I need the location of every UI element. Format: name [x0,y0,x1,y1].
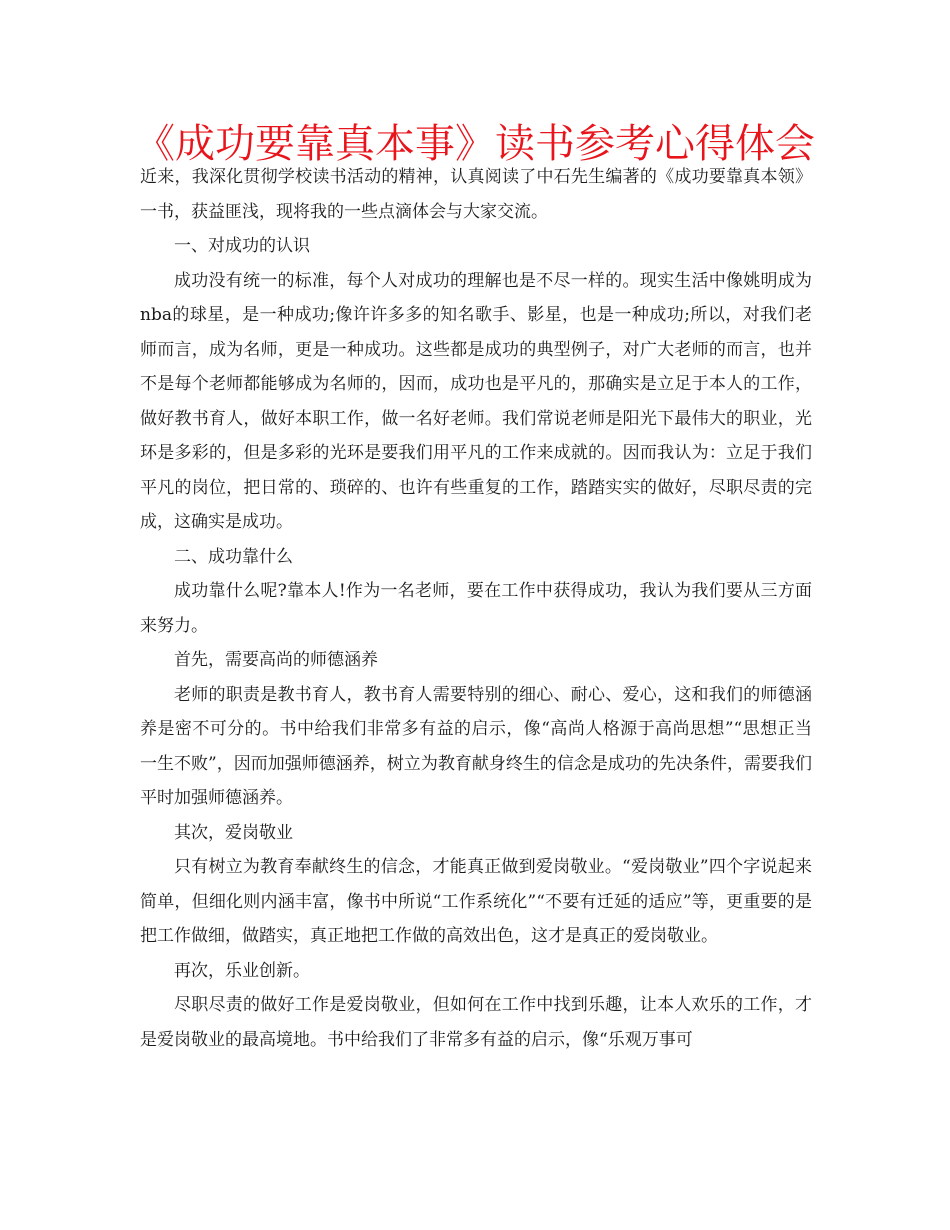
section-heading-2: 二、成功靠什么 [174,546,293,567]
document-title: 《成功要靠真本事》读书参考心得体会 [135,121,815,167]
paragraph-innovation: 尽职尽责的做好工作是爱岗敬业，但如何在工作中找到乐趣，让本人欢乐的工作，才是爱岗敬业的最高境地。书中给我们了非常多有益的启示，像“乐观万事可 [140,995,812,1050]
paragraph-intro: 近来，我深化贯彻学校读书活动的精神，认真阅读了中石先生编著的《成功要靠真本领》一书，获益匪浅，现将我的一些点滴体会与大家交流。 [140,167,812,222]
paragraph-success-definition: 成功没有统一的标准，每个人对成功的理解也是不尽一样的。现实生活中像姚明成为nba的球星，是一种成功;像许许多多的知名歌手、影星，也是一种成功;所以，对我们老师而言，成为名师，更是一种成功。这些都是成功的典型例子，对广大老师的而言，也并不是每个老师都能够成为名师的，因而，成功也是平凡的，那确实是立足于本人的工作，做好教书育人，做好本职工作，做一名好老师。我们常说老师是阳光下最伟大的职业，光环是多彩的，但是多彩的光环是要我们用平凡的工作来成就的。因而我认为：立足于我们平凡的岗位，把日常的、琐碎的、也许有些重复的工作，踏踏实实的做好，尽职尽责的完成，这确实是成功。 [140,270,812,532]
paragraph-success-depends: 成功靠什么呢?靠本人!作为一名老师，要在工作中获得成功，我认为我们要从三方面来努力。 [140,581,812,636]
paragraph-dedication: 只有树立为教育奉献终生的信念，才能真正做到爱岗敬业。“爱岗敬业”四个字说起来简单，但细化则内涵丰富，像书中所说“工作系统化”“不要有迁延的适应”等，更重要的是把工作做细，做踏实，真正地把工作做的高效出色，这才是真正的爱岗敬业。 [140,857,812,946]
section-heading-1: 一、对成功的认识 [174,236,310,256]
subheading-second: 其次，爱岗敬业 [174,822,293,843]
document-body [140,160,812,1057]
paragraph-teacher-ethics: 老师的职责是教书育人，教书育人需要特别的细心、耐心、爱心，这和我们的师德涵养是密不可分的。书中给我们非常多有益的启示，像“高尚人格源于高尚思想”“思想正当一生不败”，因而加强师德涵养，树立为教育献身终生的信念是成功的先决条件，需要我们平时加强师德涵养。 [140,684,812,808]
subheading-third: 再次，乐业创新。 [174,960,310,981]
subheading-first: 首先，需要高尚的师德涵养 [174,650,378,670]
